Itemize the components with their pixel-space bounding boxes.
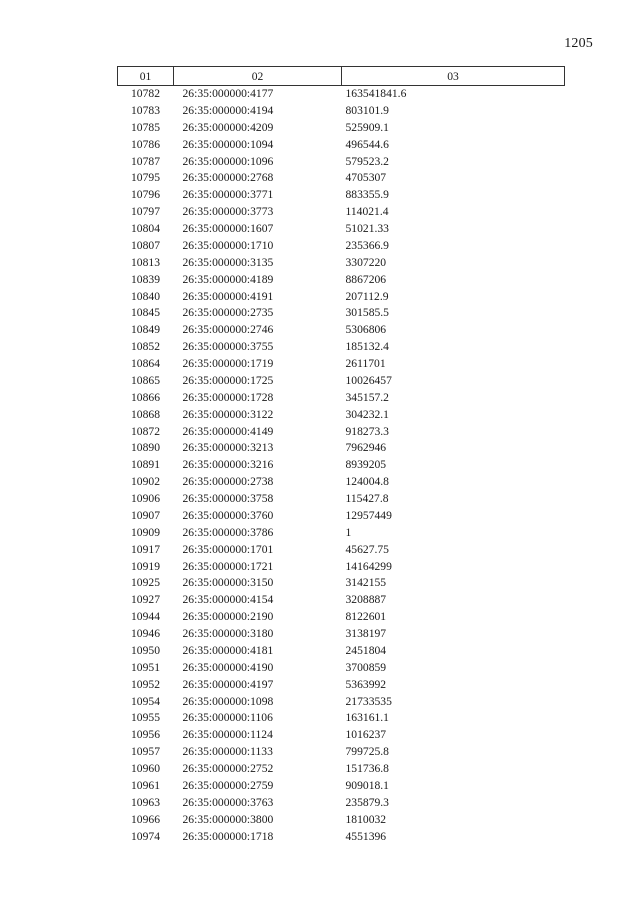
cell-value: 45627.75 <box>345 542 389 556</box>
cell-cadastral-number: 26:35:000000:1710 <box>182 238 274 252</box>
cell-cadastral-number: 26:35:000000:1607 <box>182 222 274 235</box>
cell-number: 10795 <box>131 171 160 185</box>
cell-value: 51021.33 <box>345 222 389 235</box>
cell-number: 10956 <box>131 728 160 742</box>
cell-cadastral-number: 26:35:000000:2738 <box>182 475 274 489</box>
column-header-03: 03 <box>342 67 565 86</box>
cell-number: 10845 <box>131 306 160 320</box>
cell-cadastral-number: 26:35:000000:1124 <box>182 728 273 742</box>
table-row <box>118 204 565 221</box>
cell-cadastral-number: 26:35:000000:2759 <box>182 778 274 792</box>
cell-cadastral-number: 26:35:000000:3771 <box>182 188 274 202</box>
table-row <box>118 710 565 727</box>
column-header-01: 01 <box>118 67 174 86</box>
cell-number: 10849 <box>131 323 160 337</box>
cell-number: 10952 <box>131 677 160 691</box>
cell-value: 304232.1 <box>345 407 389 421</box>
cell-cadastral-number: 26:35:000000:3758 <box>182 492 274 505</box>
cell-cadastral-number: 26:35:000000:1719 <box>182 357 274 370</box>
cell-value: 5363992 <box>345 677 387 691</box>
table-row <box>118 761 565 778</box>
cell-cadastral-number: 26:35:000000:3135 <box>182 255 274 269</box>
cell-value: 799725.8 <box>345 745 389 759</box>
table-row <box>118 390 565 407</box>
table-row <box>118 424 565 441</box>
table-row <box>118 238 565 255</box>
cell-cadastral-number: 26:35:000000:1133 <box>182 745 273 759</box>
cell-value: 1 <box>345 525 352 539</box>
cell-number: 10902 <box>131 475 160 489</box>
cell-number: 10955 <box>131 711 160 725</box>
cell-number: 10852 <box>131 340 160 354</box>
cell-cadastral-number: 26:35:000000:3213 <box>182 441 274 455</box>
table-row <box>118 592 565 609</box>
table-row <box>118 339 565 356</box>
cell-value: 151736.8 <box>345 762 389 775</box>
cell-value: 207112.9 <box>345 289 389 303</box>
cell-cadastral-number: 26:35:000000:3180 <box>182 627 274 640</box>
cell-cadastral-number: 26:35:000000:3216 <box>182 458 274 472</box>
cell-number: 10919 <box>131 559 160 573</box>
cell-value: 525909.1 <box>345 120 389 134</box>
cell-value: 3700859 <box>345 660 387 674</box>
table-row <box>118 778 565 795</box>
table-row <box>118 744 565 761</box>
table-row <box>118 542 565 559</box>
data-table-container <box>117 66 564 845</box>
table-row <box>118 289 565 306</box>
cell-number: 10807 <box>131 238 160 252</box>
cell-number: 10840 <box>131 289 160 303</box>
cell-number: 10872 <box>131 424 160 438</box>
cell-cadastral-number: 26:35:000000:3800 <box>182 812 274 826</box>
cell-cadastral-number: 26:35:000000:1725 <box>182 373 274 387</box>
table-row <box>118 103 565 120</box>
table-body <box>118 86 565 846</box>
cell-value: 115427.8 <box>345 492 389 505</box>
table-row <box>118 626 565 643</box>
table-row <box>118 457 565 474</box>
cell-value: 3208887 <box>345 593 387 607</box>
table-row <box>118 525 565 542</box>
cell-value: 3142155 <box>345 576 387 590</box>
cell-value: 235879.3 <box>345 795 389 809</box>
cell-number: 10868 <box>131 407 160 421</box>
table-row <box>118 575 565 592</box>
cell-value: 883355.9 <box>345 188 389 202</box>
cell-cadastral-number: 26:35:000000:4177 <box>182 87 274 100</box>
table-row <box>118 609 565 626</box>
table-header <box>118 67 565 86</box>
cell-number: 10954 <box>131 694 160 708</box>
cell-value: 163541841.6 <box>345 87 407 100</box>
table-row <box>118 407 565 424</box>
cell-cadastral-number: 26:35:000000:1098 <box>182 694 274 708</box>
cell-number: 10961 <box>131 778 160 792</box>
cell-number: 10891 <box>131 458 160 472</box>
cell-number: 10917 <box>131 542 160 556</box>
cell-value: 496544.6 <box>345 137 389 151</box>
cell-cadastral-number: 26:35:000000:4149 <box>182 424 274 438</box>
cell-value: 4705307 <box>345 171 387 185</box>
cell-cadastral-number: 26:35:000000:4190 <box>182 660 274 674</box>
cell-value: 909018.1 <box>345 778 389 792</box>
cell-number: 10866 <box>131 390 160 404</box>
table-row <box>118 120 565 137</box>
cell-cadastral-number: 26:35:000000:4197 <box>182 677 274 691</box>
cell-value: 1810032 <box>345 812 387 826</box>
cell-number: 10783 <box>131 103 160 117</box>
table-row <box>118 660 565 677</box>
table-row <box>118 474 565 491</box>
cell-number: 10787 <box>131 154 160 168</box>
cell-number: 10950 <box>131 643 160 657</box>
cell-cadastral-number: 26:35:000000:3150 <box>182 576 274 590</box>
cell-value: 3307220 <box>345 255 387 269</box>
cell-value: 8939205 <box>345 458 387 472</box>
cell-value: 124004.8 <box>345 475 389 489</box>
cell-value: 5306806 <box>345 323 387 337</box>
cell-number: 10785 <box>131 120 160 134</box>
table-row <box>118 694 565 711</box>
cell-number: 10957 <box>131 745 160 759</box>
data-table <box>117 66 565 845</box>
page-number: 1205 <box>564 36 593 51</box>
cell-cadastral-number: 26:35:000000:4191 <box>182 289 274 303</box>
cell-value: 8867206 <box>345 272 387 286</box>
cell-cadastral-number: 26:35:000000:1701 <box>182 542 274 556</box>
cell-cadastral-number: 26:35:000000:2768 <box>182 171 274 185</box>
cell-number: 10890 <box>131 441 160 455</box>
table-row <box>118 829 565 846</box>
cell-value: 114021.4 <box>345 205 389 219</box>
cell-number: 10797 <box>131 205 160 219</box>
table-row <box>118 356 565 373</box>
cell-cadastral-number: 26:35:000000:1718 <box>182 829 274 843</box>
cell-cadastral-number: 26:35:000000:3760 <box>182 508 274 522</box>
table-row <box>118 795 565 812</box>
cell-value: 2451804 <box>345 643 387 657</box>
cell-value: 918273.3 <box>345 424 389 438</box>
cell-cadastral-number: 26:35:000000:1721 <box>182 559 274 573</box>
cell-cadastral-number: 26:35:000000:2752 <box>182 762 274 775</box>
cell-value: 12957449 <box>345 508 392 522</box>
table-row <box>118 491 565 508</box>
cell-cadastral-number: 26:35:000000:3122 <box>182 407 274 421</box>
cell-value: 345157.2 <box>345 390 389 404</box>
cell-number: 10906 <box>131 492 160 505</box>
cell-cadastral-number: 26:35:000000:4209 <box>182 120 274 134</box>
table-row <box>118 727 565 744</box>
table-row <box>118 137 565 154</box>
table-row <box>118 322 565 339</box>
cell-cadastral-number: 26:35:000000:4189 <box>182 272 274 286</box>
cell-cadastral-number: 26:35:000000:3773 <box>182 205 274 219</box>
cell-value: 235366.9 <box>345 238 389 252</box>
cell-value: 803101.9 <box>345 103 389 117</box>
cell-value: 10026457 <box>345 373 392 387</box>
table-row <box>118 272 565 289</box>
cell-value: 4551396 <box>345 829 387 843</box>
cell-value: 1016237 <box>345 728 387 742</box>
cell-cadastral-number: 26:35:000000:4194 <box>182 103 274 117</box>
cell-number: 10796 <box>131 188 160 202</box>
cell-cadastral-number: 26:35:000000:3786 <box>182 525 274 539</box>
table-row <box>118 170 565 187</box>
header-row <box>118 67 565 86</box>
cell-cadastral-number: 26:35:000000:1096 <box>182 154 274 168</box>
cell-value: 8122601 <box>345 610 387 624</box>
cell-number: 10865 <box>131 373 160 387</box>
cell-cadastral-number: 26:35:000000:4181 <box>182 643 274 657</box>
cell-number: 10839 <box>131 272 160 286</box>
cell-number: 10974 <box>131 829 160 843</box>
table-row <box>118 187 565 204</box>
table-row <box>118 440 565 457</box>
cell-value: 14164299 <box>345 559 392 573</box>
cell-value: 163161.1 <box>345 711 389 725</box>
cell-value: 301585.5 <box>345 306 389 320</box>
column-header-02: 02 <box>174 67 342 86</box>
table-row <box>118 643 565 660</box>
table-row <box>118 812 565 829</box>
table-row <box>118 221 565 238</box>
cell-cadastral-number: 26:35:000000:2735 <box>182 306 274 320</box>
cell-number: 10966 <box>131 812 160 826</box>
table-row <box>118 255 565 272</box>
cell-cadastral-number: 26:35:000000:2190 <box>182 610 274 624</box>
cell-number: 10946 <box>131 627 160 640</box>
cell-cadastral-number: 26:35:000000:1106 <box>182 711 273 725</box>
table-row <box>118 373 565 390</box>
cell-number: 10927 <box>131 593 160 607</box>
cell-number: 10786 <box>131 137 160 151</box>
cell-cadastral-number: 26:35:000000:4154 <box>182 593 274 607</box>
cell-value: 2611701 <box>345 357 386 370</box>
cell-value: 185132.4 <box>345 340 389 354</box>
cell-number: 10951 <box>131 660 160 674</box>
table-row <box>118 677 565 694</box>
cell-number: 10864 <box>131 357 160 370</box>
table-row <box>118 508 565 525</box>
table-row <box>118 305 565 322</box>
cell-value: 3138197 <box>345 627 387 640</box>
cell-number: 10909 <box>131 525 160 539</box>
cell-cadastral-number: 26:35:000000:1094 <box>182 137 274 151</box>
cell-cadastral-number: 26:35:000000:3763 <box>182 795 274 809</box>
cell-number: 10944 <box>131 610 160 624</box>
cell-cadastral-number: 26:35:000000:3755 <box>182 340 274 354</box>
cell-value: 579523.2 <box>345 154 389 168</box>
table-row <box>118 86 565 103</box>
cell-number: 10960 <box>131 762 160 775</box>
cell-cadastral-number: 26:35:000000:2746 <box>182 323 274 337</box>
cell-number: 10907 <box>131 508 160 522</box>
cell-number: 10963 <box>131 795 160 809</box>
cell-cadastral-number: 26:35:000000:1728 <box>182 390 274 404</box>
cell-number: 10813 <box>131 255 160 269</box>
cell-number: 10782 <box>131 87 160 100</box>
table-row <box>118 559 565 576</box>
cell-number: 10925 <box>131 576 160 590</box>
cell-value: 21733535 <box>345 694 392 708</box>
cell-value: 7962946 <box>345 441 387 455</box>
table-row <box>118 154 565 171</box>
cell-number: 10804 <box>131 222 160 235</box>
